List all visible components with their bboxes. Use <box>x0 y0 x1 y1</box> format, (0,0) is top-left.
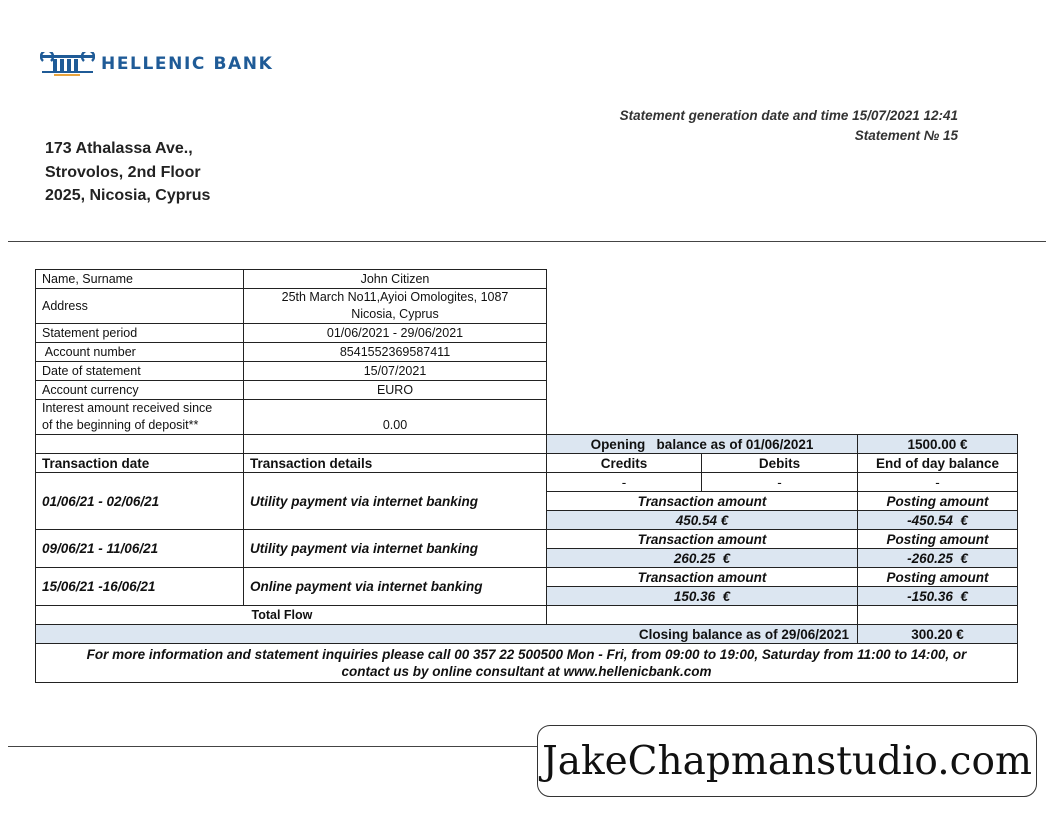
bank-logo <box>40 52 273 76</box>
transaction-details: Utility payment via internet banking <box>244 530 547 568</box>
transaction-date: 15/06/21 -16/06/21 <box>36 568 244 606</box>
address-value-line-2: Nicosia, Cyprus <box>351 307 439 321</box>
posting-amount: -150.36 € <box>858 587 1018 606</box>
transaction-amount: 450.54 € <box>547 511 858 530</box>
credit-value: - <box>547 473 702 492</box>
transaction-amount: 150.36 € <box>547 587 858 606</box>
address-value-line-1: 25th March No11,Ayioi Omologites, 1087 <box>281 290 509 304</box>
generation-datetime: Statement generation date and time 15/07/2021 12:41 <box>619 108 958 123</box>
col-credits: Credits <box>547 454 702 473</box>
col-transaction-date: Transaction date <box>36 454 244 473</box>
closing-balance-row <box>36 625 1018 644</box>
transaction-amount-label: Transaction amount <box>547 530 858 549</box>
transaction-date: 09/06/21 - 11/06/21 <box>36 530 244 568</box>
interest-label-line-1: Interest amount received since <box>42 401 213 415</box>
total-flow-label: Total Flow <box>244 606 547 625</box>
col-debits: Debits <box>702 454 858 473</box>
table-row <box>36 530 1018 549</box>
info-row-account <box>36 343 1018 362</box>
transaction-amount: 260.25 € <box>547 549 858 568</box>
transaction-details: Online payment via internet banking <box>244 568 547 606</box>
footer-info <box>36 644 1018 683</box>
footer-row <box>36 644 1018 683</box>
posting-amount-label: Posting amount <box>858 492 1018 511</box>
opening-balance-label: Opening balance as of 01/06/2021 <box>547 435 858 454</box>
currency-value: EURO <box>244 381 547 400</box>
closing-balance-value: 300.20 € <box>858 625 1018 644</box>
statement-number: Statement № 15 <box>854 128 958 143</box>
period-value: 01/06/2021 - 29/06/2021 <box>244 324 547 343</box>
transaction-date: 01/06/21 - 02/06/21 <box>36 473 244 530</box>
balance-value: - <box>858 473 1018 492</box>
info-row-interest <box>36 400 1018 435</box>
total-flow-row <box>36 606 1018 625</box>
currency-label: Account currency <box>36 381 244 400</box>
footer-line-1: For more information and statement inquiries please call 00 357 22 500500 Mon - Fri, from 09:00 to 19:00, Saturday from 11:00 to 14:00, or <box>86 647 967 662</box>
address-line-1: 173 Athalassa Ave., <box>45 140 193 157</box>
name-label: Name, Surname <box>36 270 244 289</box>
info-row-currency <box>36 381 1018 400</box>
columns-logo-icon <box>40 52 95 76</box>
statement-header <box>620 106 958 146</box>
posting-amount-label: Posting amount <box>858 568 1018 587</box>
opening-balance-row <box>36 435 1018 454</box>
debit-value: - <box>702 473 858 492</box>
account-value: 8541552369587411 <box>244 343 547 362</box>
account-label: Account number <box>36 343 244 362</box>
divider-bottom <box>8 746 538 747</box>
posting-amount-label: Posting amount <box>858 530 1018 549</box>
footer-line-2: contact us by online consultant at www.hellenicbank.com <box>341 664 712 679</box>
statement-date-label: Date of statement <box>36 362 244 381</box>
info-row-period <box>36 324 1018 343</box>
interest-label-line-2: of the beginning of deposit** <box>42 418 199 432</box>
name-value: John Citizen <box>244 270 547 289</box>
address-line-3: 2025, Nicosia, Cyprus <box>45 187 211 204</box>
period-label: Statement period <box>36 324 244 343</box>
info-row-name <box>36 270 1018 289</box>
watermark: JakeChapmanstudio.com <box>537 725 1037 797</box>
address-line-2: Strovolos, 2nd Floor <box>45 163 201 181</box>
address-value <box>244 289 547 324</box>
transaction-amount-label: Transaction amount <box>547 492 858 511</box>
bank-address <box>45 137 210 208</box>
interest-label <box>36 400 244 435</box>
posting-amount: -260.25 € <box>858 549 1018 568</box>
closing-balance-label: Closing balance as of 29/06/2021 <box>36 625 858 644</box>
column-header-row <box>36 454 1018 473</box>
statement-table <box>35 269 1018 683</box>
divider-top <box>8 241 1046 242</box>
info-row-date <box>36 362 1018 381</box>
info-row-address <box>36 289 1018 324</box>
transaction-details: Utility payment via internet banking <box>244 473 547 530</box>
statement-date-value: 15/07/2021 <box>244 362 547 381</box>
col-transaction-details: Transaction details <box>244 454 547 473</box>
interest-value: 0.00 <box>244 400 547 435</box>
address-label: Address <box>36 289 244 324</box>
posting-amount: -450.54 € <box>858 511 1018 530</box>
transaction-amount-label: Transaction amount <box>547 568 858 587</box>
opening-balance-value: 1500.00 € <box>858 435 1018 454</box>
bank-name: HELLENIC BANK <box>101 54 274 74</box>
table-row <box>36 568 1018 587</box>
table-row <box>36 473 1018 492</box>
col-end-of-day-balance: End of day balance <box>858 454 1018 473</box>
